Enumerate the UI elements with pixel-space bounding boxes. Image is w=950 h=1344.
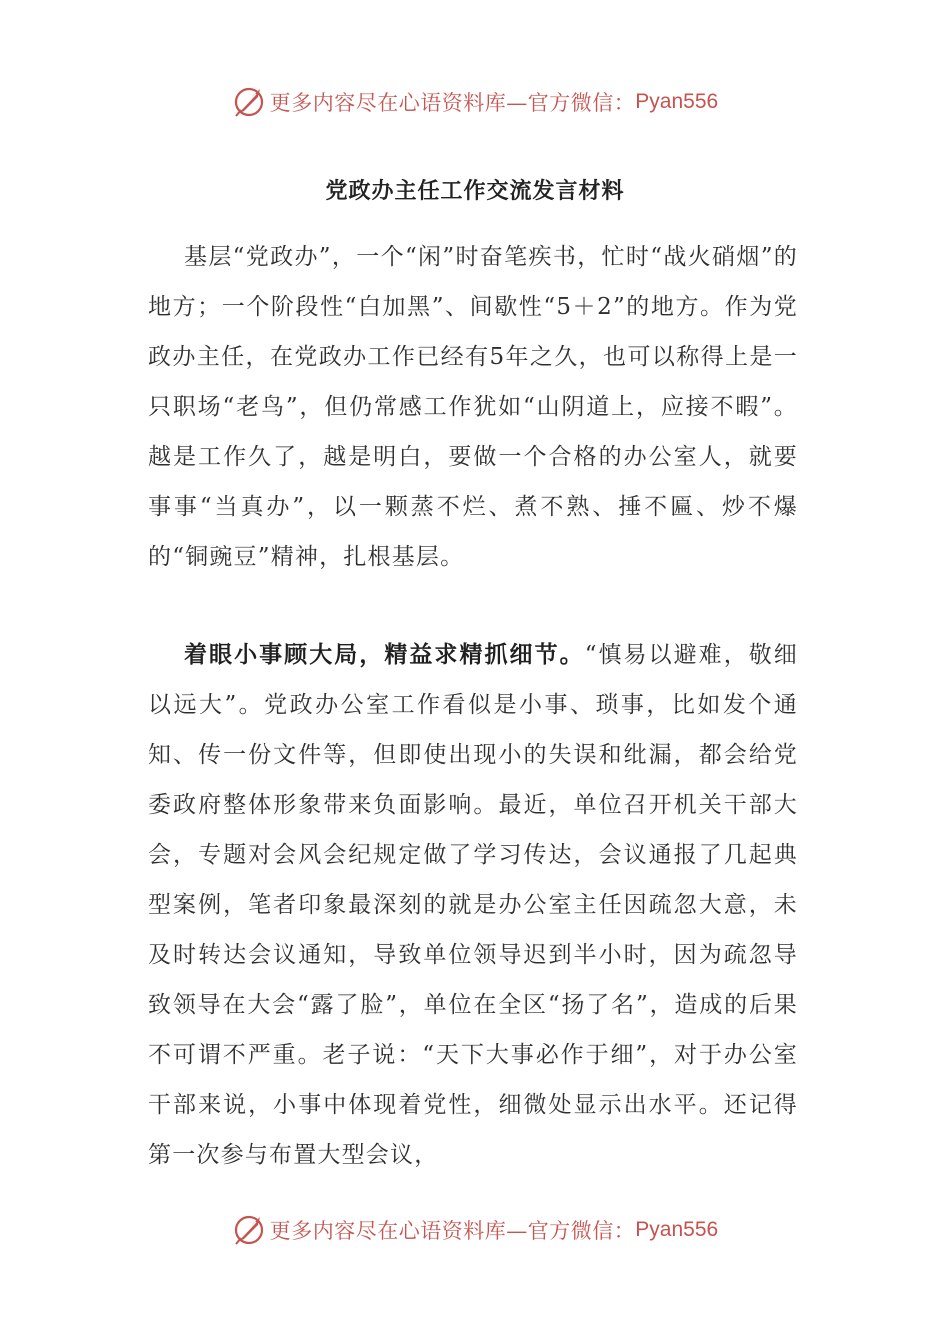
watermark-wechat-id: Pyan556 (635, 90, 719, 113)
paragraph-1-text: 基层“党政办”，一个“闲”时奋笔疾书，忙时“战火硝烟”的地方；一个阶段性“白加黑”、间歇性“5＋2”的地方。作为党政办主任，在党政办工作已经有5年之久，也可以称得上是一只职场“老鸟”，但仍常感工作犹如“山阴道上，应接不暇”。越是工作久了，越是明白，要做一个合格的办公室人，就要事事“当真办”，以一颗蒸不烂、煮不熟、捶不匾、炒不爆的“铜豌豆”精神，扎根基层。 (148, 244, 798, 570)
paragraph-2-text: “慎易以避难，敬细以远大”。党政办公室工作看似是小事、琐事，比如发个通知、传一份文件等，但即使出现小的失误和纰漏，都会给党委政府整体形象带来负面影响。最近，单位召开机关干部大会，专题对会风会纪规定做了学习传达，会议通报了几起典型案例，笔者印象最深刻的就是办公室主任因疏忽大意，未及时转达会议通知，导致单位领导迟到半小时，因为疏忽导致领导在大会“露了脸”，单位在全区“扬了名”，造成的后果不可谓不严重。老子说：“天下大事必作于细”，对于办公室干部来说，小事中体现着党性，细微处显示出水平。还记得第一次参与布置大型会议， (148, 642, 799, 1168)
watermark-text: 更多内容尽在心语资料库—官方微信： (269, 1219, 636, 1243)
paragraph-2-lead-heading: 着眼小事顾大局，精益求精抓细节。 (184, 641, 585, 668)
watermark-banner-top (0, 80, 950, 124)
watermark-banner-bottom (0, 1208, 950, 1252)
document-title: 党政办主任工作交流发言材料 (325, 178, 625, 204)
watermark-wechat-id: Pyan556 (635, 1218, 719, 1241)
quill-pen-circle-icon (232, 1213, 266, 1247)
body-paragraph-2 (148, 630, 798, 1180)
body-paragraph-1 (148, 232, 798, 582)
quill-pen-circle-icon (232, 85, 266, 119)
watermark-text: 更多内容尽在心语资料库—官方微信： (269, 91, 636, 115)
